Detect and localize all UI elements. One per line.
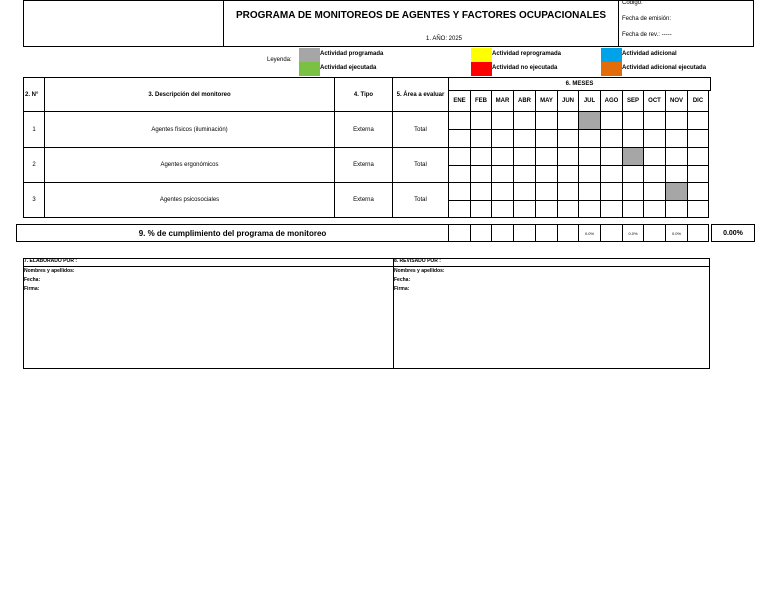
month-cell-planned [448, 111, 471, 130]
legend-text-programada: Actividad programada [320, 51, 384, 57]
legend-swatch-adicional-ejecutada [601, 62, 622, 76]
month-cell-planned [643, 182, 666, 201]
month-cell-executed [491, 165, 514, 183]
month-cell-executed [448, 200, 471, 218]
header-month-dic: DIC [687, 90, 709, 112]
compliance-month-jul: 0.0% [578, 224, 601, 242]
signature-elaborado-date-label: Fecha: [24, 277, 41, 283]
signature-revisado-date-label: Fecha: [394, 277, 411, 283]
header-month-abr: ABR [513, 90, 536, 112]
month-cell-planned [600, 111, 623, 130]
month-cell-planned [491, 182, 514, 201]
row-type: Externa [334, 147, 393, 183]
month-cell-executed [535, 200, 558, 218]
compliance-month-abr [513, 224, 536, 242]
legend-text-reprogramada: Actividad reprogramada [492, 51, 562, 57]
row-area: Total [392, 147, 449, 183]
header-num: 2. N° [23, 77, 45, 112]
month-cell-planned [622, 111, 644, 130]
month-cell-executed [578, 165, 601, 183]
month-cell-planned [535, 182, 558, 201]
header-area: 5. Área a evaluar [392, 77, 449, 112]
compliance-label: 9. % de cumplimiento del programa de monitoreo [16, 224, 449, 242]
month-cell-planned [687, 147, 709, 166]
header-month-may: MAY [535, 90, 558, 112]
month-cell-planned [665, 111, 688, 130]
legend-text-no-ejecutada: Actividad no ejecutada [492, 65, 558, 71]
row-num: 3 [23, 182, 45, 218]
month-cell-executed [600, 129, 623, 148]
month-cell-executed [535, 165, 558, 183]
legend-swatch-adicional [601, 48, 622, 62]
compliance-month-dic [687, 224, 709, 242]
month-cell-executed [600, 165, 623, 183]
month-cell-executed [665, 200, 688, 218]
row-type: Externa [334, 111, 393, 148]
month-cell-planned [622, 147, 644, 166]
legend-text-adicional-ejecutada: Actividad adicional ejecutada [622, 65, 707, 71]
month-cell-planned [557, 182, 579, 201]
signature-revisado-title: 8. REVISADO POR : [394, 258, 441, 264]
legend-swatch-no-ejecutada [471, 62, 492, 76]
compliance-month-feb [470, 224, 492, 242]
month-cell-planned [513, 111, 536, 130]
month-cell-planned [622, 182, 644, 201]
signature-revisado-box [393, 258, 710, 369]
month-cell-planned [470, 147, 492, 166]
month-cell-executed [578, 129, 601, 148]
signature-elaborado-title: 7. ELABORADO POR : [24, 258, 78, 264]
month-cell-executed [470, 200, 492, 218]
month-cell-planned [578, 111, 601, 130]
month-cell-planned [513, 182, 536, 201]
signature-elaborado-name-label: Nombres y apellidos: [24, 268, 75, 274]
legend-text-ejecutada: Actividad ejecutada [320, 65, 377, 71]
month-cell-executed [665, 129, 688, 148]
month-cell-executed [470, 129, 492, 148]
month-cell-planned [470, 182, 492, 201]
month-cell-planned [491, 147, 514, 166]
month-cell-executed [513, 129, 536, 148]
month-cell-planned [665, 182, 688, 201]
month-cell-executed [622, 129, 644, 148]
month-cell-executed [557, 200, 579, 218]
header-month-jul: JUL [578, 90, 601, 112]
month-cell-planned [470, 111, 492, 130]
header-meta-divider [618, 0, 619, 47]
month-cell-executed [448, 165, 471, 183]
month-cell-planned [600, 147, 623, 166]
row-description: Agentes psicosociales [44, 182, 335, 218]
compliance-month-nov: 0.0% [665, 224, 688, 242]
month-cell-executed [578, 200, 601, 218]
header-month-mar: MAR [491, 90, 514, 112]
signature-revisado-title-line [393, 266, 710, 267]
compliance-month-jun [557, 224, 579, 242]
month-cell-planned [578, 147, 601, 166]
compliance-total: 0.00% [711, 224, 755, 242]
month-cell-executed [557, 129, 579, 148]
page-title: PROGRAMA DE MONITOREOS DE AGENTES Y FACTORES OCUPACIONALES [235, 9, 607, 21]
month-cell-executed [600, 200, 623, 218]
month-cell-planned [513, 147, 536, 166]
month-cell-planned [687, 182, 709, 201]
header-month-feb: FEB [470, 90, 492, 112]
month-cell-planned [578, 182, 601, 201]
month-cell-planned [491, 111, 514, 130]
header-type: 4. Tipo [334, 77, 393, 112]
month-cell-executed [557, 165, 579, 183]
row-num: 1 [23, 111, 45, 148]
month-cell-executed [665, 165, 688, 183]
month-cell-executed [687, 165, 709, 183]
month-cell-planned [665, 147, 688, 166]
month-cell-planned [600, 182, 623, 201]
doc-code-label: Código: [622, 0, 643, 6]
month-cell-executed [643, 165, 666, 183]
month-cell-planned [643, 147, 666, 166]
row-description: Agentes físicos (iluminación) [44, 111, 335, 148]
month-cell-planned [448, 182, 471, 201]
month-cell-executed [643, 200, 666, 218]
doc-revision-date-label: Fecha de rev.: ----- [622, 32, 672, 38]
month-cell-executed [491, 129, 514, 148]
row-description: Agentes ergonómicos [44, 147, 335, 183]
row-area: Total [392, 111, 449, 148]
header-month-sep: SEP [622, 90, 644, 112]
header-month-ene: ENE [448, 90, 471, 112]
doc-issue-date-label: Fecha de emisión: [622, 16, 672, 22]
month-cell-planned [557, 111, 579, 130]
month-cell-executed [470, 165, 492, 183]
signature-revisado-name-label: Nombres y apellidos: [394, 268, 445, 274]
signature-elaborado-sign-label: Firma: [24, 286, 40, 292]
legend-text-adicional: Actividad adicional [622, 51, 677, 57]
month-cell-executed [622, 165, 644, 183]
month-cell-planned [448, 147, 471, 166]
compliance-month-ago [600, 224, 623, 242]
month-cell-executed [513, 200, 536, 218]
month-cell-executed [513, 165, 536, 183]
row-num: 2 [23, 147, 45, 183]
month-cell-executed [622, 200, 644, 218]
month-cell-planned [535, 111, 558, 130]
month-cell-executed [687, 129, 709, 148]
signature-elaborado-title-line [23, 266, 394, 267]
month-cell-planned [687, 111, 709, 130]
legend-swatch-reprogramada [471, 48, 492, 62]
month-cell-executed [687, 200, 709, 218]
header-month-ago: AGO [600, 90, 623, 112]
compliance-month-mar [491, 224, 514, 242]
month-cell-executed [448, 129, 471, 148]
header-months: 6. MESES [448, 77, 711, 91]
legend-label: Leyenda: [267, 57, 292, 63]
signature-elaborado-box [23, 258, 394, 369]
month-cell-planned [535, 147, 558, 166]
signature-revisado-sign-label: Firma: [394, 286, 410, 292]
month-cell-executed [491, 200, 514, 218]
row-area: Total [392, 182, 449, 218]
header-description: 3. Descripción del monitoreo [44, 77, 335, 112]
month-cell-executed [643, 129, 666, 148]
header-month-jun: JUN [557, 90, 579, 112]
month-cell-planned [557, 147, 579, 166]
legend-swatch-programada [299, 48, 320, 62]
compliance-month-sep: 0.0% [622, 224, 644, 242]
legend-swatch-ejecutada [299, 62, 320, 76]
compliance-month-ene [448, 224, 471, 242]
compliance-month-oct [643, 224, 666, 242]
month-cell-planned [643, 111, 666, 130]
month-cell-executed [535, 129, 558, 148]
compliance-month-may [535, 224, 558, 242]
year-label: 1. AÑO: 2025 [425, 35, 463, 42]
row-type: Externa [334, 182, 393, 218]
header-month-nov: NOV [665, 90, 688, 112]
header-month-oct: OCT [643, 90, 666, 112]
